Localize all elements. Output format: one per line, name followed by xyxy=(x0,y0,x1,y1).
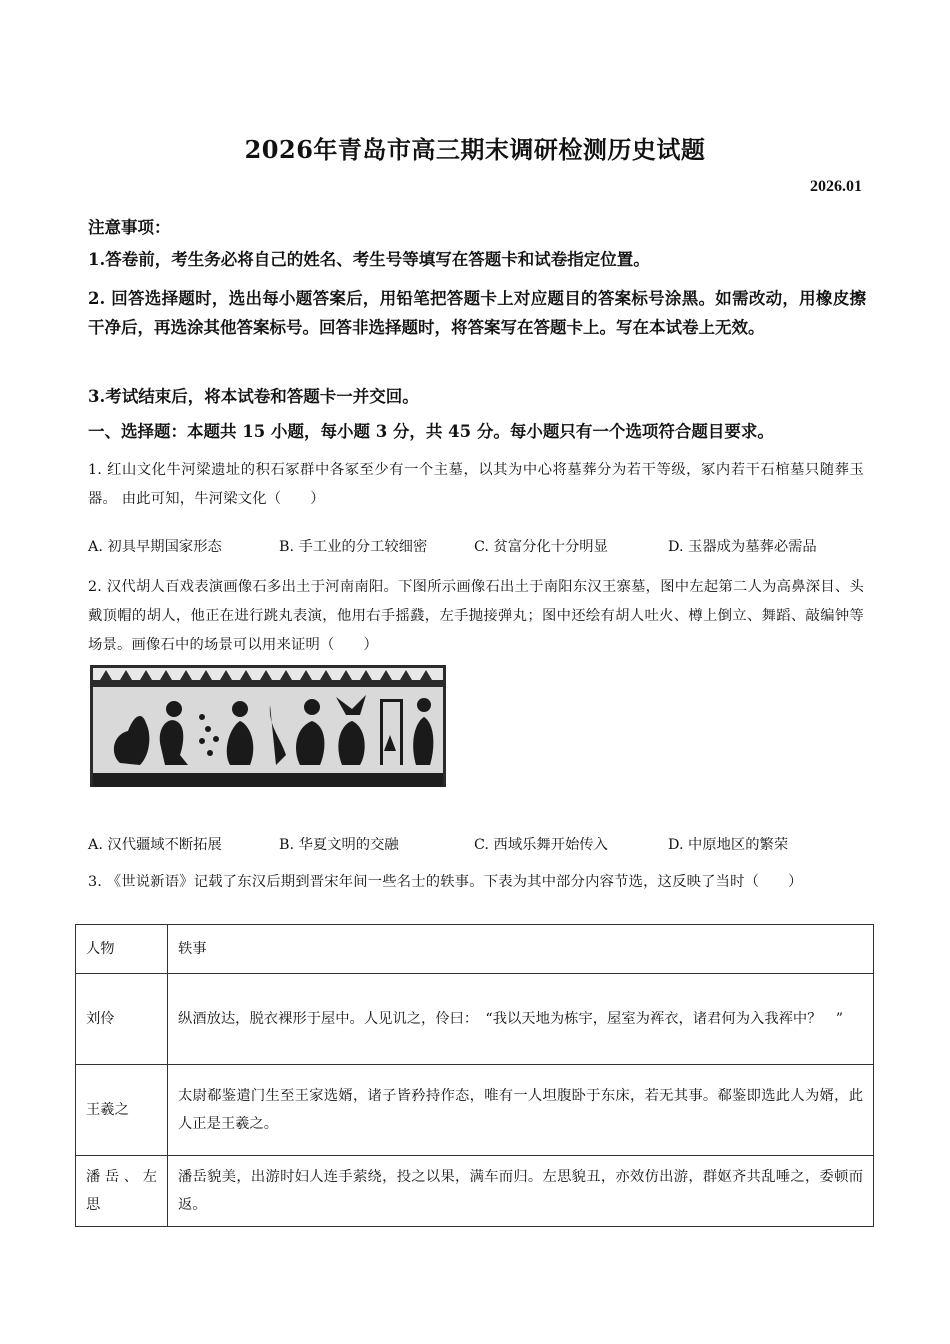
question-3-stem: 3. 《世说新语》记载了东汉后期到晋宋年间一些名士的轶事。下表为其中部分内容节选，这反映了当时（ ） xyxy=(88,874,803,890)
table-row xyxy=(76,974,874,1065)
table-cell-anecdote: 纵酒放达，脱衣裸形于屋中。人见讥之，伶曰： “我以天地为栋宇，屋室为裈衣，诸君何为入我裈中？ ” xyxy=(168,974,874,1065)
anecdote-table xyxy=(75,924,874,1227)
option-d: D. 玉器成为墓葬必需品 xyxy=(668,539,817,555)
option-d: D. 中原地区的繁荣 xyxy=(668,837,789,853)
question-2-stem: 2. 汉代胡人百戏表演画像石多出土于河南南阳。下图所示画像石出土于南阳东汉王寨墓，图中左起第二人为高鼻深目、头戴顶帽的胡人，他正在进行跳丸表演，他用右手摇鼗，左手抛接弹丸；图中还绘有胡人吐火、樽上倒立、舞蹈、敲编钟等场景。画像石中的场景可以用来证明（ ） xyxy=(88,579,864,653)
table-cell-person: 王羲之 xyxy=(76,1065,168,1156)
option-c: C. 西域乐舞开始传入 xyxy=(474,837,608,853)
notice-item-1: 1.答卷前，考生务必将自己的姓名、考生号等填写在答题卡和试卷指定位置。 xyxy=(88,250,650,269)
table-cell-person: 刘伶 xyxy=(76,974,168,1065)
table-cell-person: 潘岳、左思 xyxy=(76,1156,168,1227)
stone-relief-image xyxy=(90,665,446,787)
question-1-stem: 1. 红山文化牛河梁遗址的积石冢群中各冢至少有一个主墓，以其为中心将墓葬分为若干等级，冢内若干石棺墓只随葬玉器。 由此可知，牛河梁文化（ ） xyxy=(88,462,864,507)
option-a: A. 汉代疆域不断拓展 xyxy=(88,837,222,853)
notice-item-2: 2. 回答选择题时，选出每小题答案后，用铅笔把答题卡上对应题目的答案标号涂黑。如需改动，用橡皮擦干净后，再选涂其他答案标号。回答非选择题时，将答案写在答题卡上。写在本试卷上无效。 xyxy=(88,289,866,337)
notice-item-3: 3.考试结束后，将本试卷和答题卡一并交回。 xyxy=(88,387,419,406)
table-row xyxy=(76,1156,874,1227)
exam-date: 2026.01 xyxy=(810,178,862,195)
table-row xyxy=(76,1065,874,1156)
table-cell-anecdote: 太尉郗鉴遣门生至王家选婿，诸子皆矜持作态，唯有一人坦腹卧于东床，若无其事。郗鉴即选此人为婿，此人正是王羲之。 xyxy=(168,1065,874,1156)
table-header-cell: 轶事 xyxy=(168,925,874,974)
table-cell-anecdote: 潘岳貌美，出游时妇人连手萦绕，投之以果，满车而归。左思貌丑，亦效仿出游，群妪齐共乱唾之，委顿而返。 xyxy=(168,1156,874,1227)
notice-heading: 注意事项： xyxy=(88,218,171,237)
option-b: B. 华夏文明的交融 xyxy=(279,837,399,853)
option-b: B. 手工业的分工较细密 xyxy=(279,539,428,555)
option-c: C. 贫富分化十分明显 xyxy=(474,539,608,555)
table-header-cell: 人物 xyxy=(76,925,168,974)
option-a: A. 初具早期国家形态 xyxy=(88,539,222,555)
table-header-row xyxy=(76,925,874,974)
section-heading: 一、选择题：本题共 15 小题，每小题 3 分，共 45 分。每小题只有一个选项符合题目要求。 xyxy=(88,422,774,441)
exam-title: 2026年青岛市高三期末调研检测历史试题 xyxy=(244,135,706,164)
